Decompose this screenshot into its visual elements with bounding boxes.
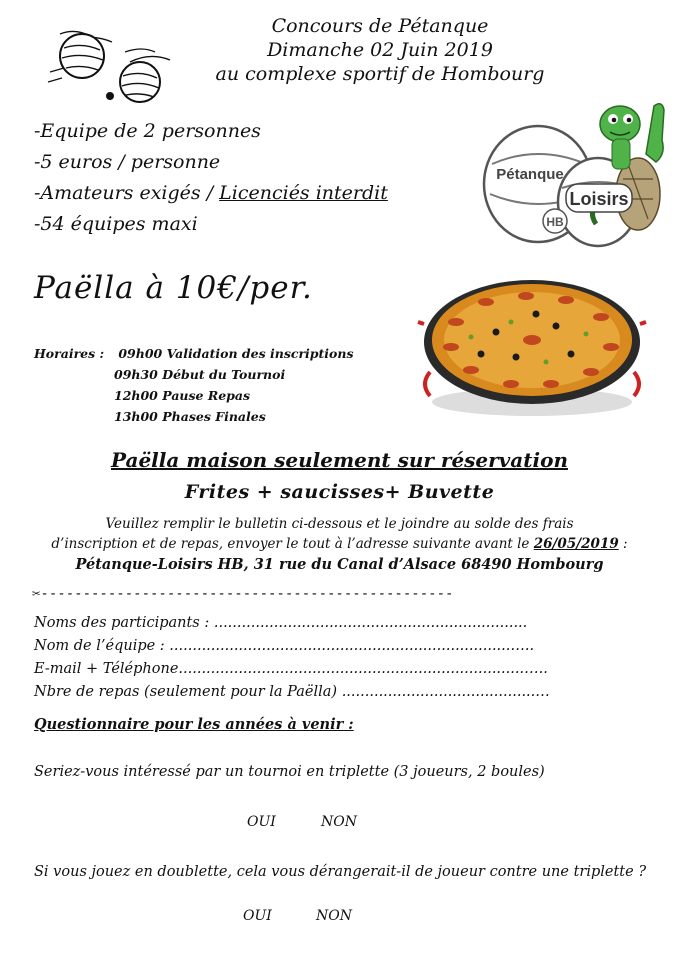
instructions-line2-text: d’inscription et de repas, envoyer le tout à l’adresse suivante avant le [51,536,534,552]
reservation-title: Paëlla maison seulement sur réservation [111,448,568,472]
paella-price: Paëlla à 10€/per. [34,270,313,306]
form-field-meal-count[interactable]: Nbre de repas (seulement pour la Paëlla) ..........................................… [34,684,550,700]
instructions [0,514,679,554]
deadline-date: 26/05/2019 [533,536,619,552]
logo-petanque-text: Pétanque [496,166,564,183]
event-header [170,14,590,86]
instructions-line2-end: : [618,536,628,552]
question-triplette: Seriez-vous intéressé par un tournoi en triplette (3 joueurs, 2 boules) [34,764,545,780]
questionnaire-title: Questionnaire pour les années à venir : [34,716,354,733]
answer-yes-1[interactable]: OUI [247,814,276,830]
answer-yes-2[interactable]: OUI [243,908,272,924]
schedule-time: 12h00 [114,388,158,403]
answer-no-2[interactable]: NON [316,908,352,924]
postal-address: Pétanque-Loisirs HB, 31 rue du Canal d’Alsace 68490 Hombourg [75,556,604,573]
condition-licensed-forbidden: Licenciés interdit [219,182,388,204]
paella-pan-photo [416,262,648,424]
condition-amateurs [34,178,388,209]
form-field-email-phone[interactable]: E-mail + Téléphone...........................................................................….. [34,661,548,677]
scissors-cut-line: ✂------------------------------------------------- [32,586,454,602]
instructions-line2 [0,534,679,554]
logo-hb-badge: HB [546,215,564,229]
schedule-time: 13h00 [114,409,158,424]
schedule-text: Validation des inscriptions [166,346,354,361]
condition-price: -5 euros / personne [34,151,221,173]
schedule [34,343,354,427]
schedule-row [34,364,354,385]
schedule-text: Début du Tournoi [162,367,286,382]
answer-no-1[interactable]: NON [321,814,357,830]
petanque-loisirs-logo [478,84,668,254]
extras-subtitle: Frites + saucisses+ Buvette [184,481,495,503]
logo-loisirs-text: Loisirs [569,189,629,209]
conditions-list [34,116,388,240]
event-date: Dimanche 02 Juin 2019 [267,39,493,61]
condition-team: -Equipe de 2 personnes [34,120,261,142]
schedule-label: Horaires : [34,346,105,361]
schedule-row [34,385,354,406]
question-doublette: Si vous jouez en doublette, cela vous dérangerait-il de joueur contre une triplette ? [34,864,647,880]
event-title: Concours de Pétanque [271,15,489,37]
schedule-time: 09h30 [114,367,158,382]
form-field-team-name[interactable]: Nom de l’équipe : ..........................................................................….. [34,638,535,654]
schedule-time: 09h00 [118,346,163,361]
petanque-balls-illustration [30,12,190,112]
schedule-text: Phases Finales [162,409,266,424]
instructions-line1: Veuillez remplir le bulletin ci-dessous et le joindre au solde des frais [105,516,574,532]
event-location: au complexe sportif de Hombourg [215,63,545,85]
schedule-row [34,406,354,427]
schedule-text: Pause Repas [162,388,251,403]
condition-max-teams: -54 équipes maxi [34,213,198,235]
registration-form [34,612,550,704]
condition-amateurs-text: -Amateurs exigés / [34,182,220,204]
form-field-participants[interactable]: Noms des participants : .................................................................... [34,615,528,631]
schedule-row [34,343,354,364]
